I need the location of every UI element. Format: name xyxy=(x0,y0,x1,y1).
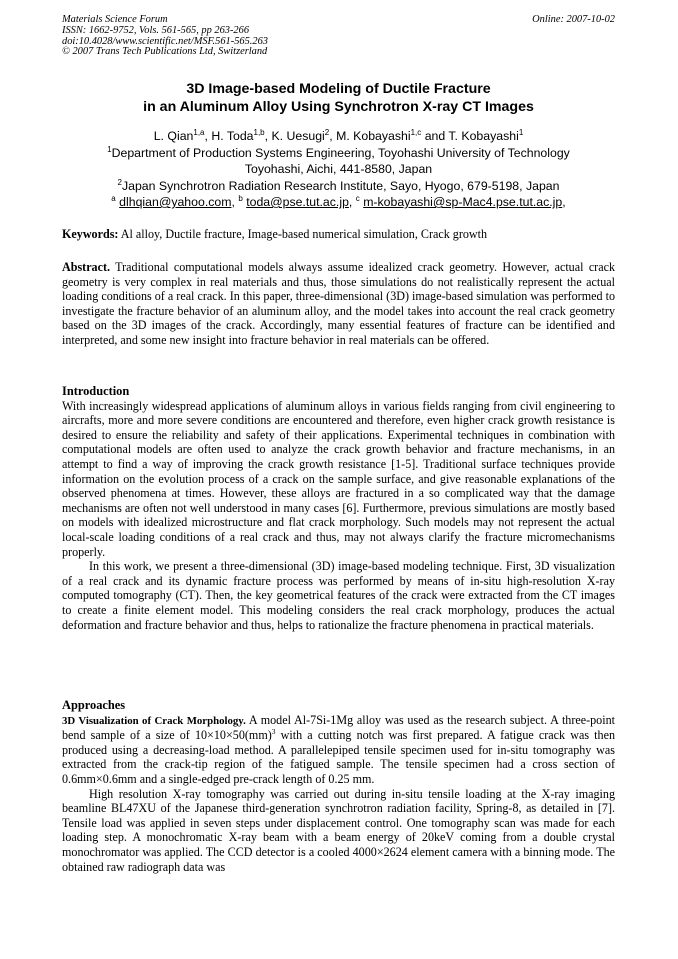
author-1: L. Qian xyxy=(153,129,194,143)
approaches-paragraph-1 xyxy=(62,713,615,787)
email-sep: , xyxy=(348,195,356,209)
issn-line: ISSN: 1662-9752, Vols. 561-565, pp 263-266 xyxy=(62,24,250,36)
approaches-subheading: 3D Visualization of Crack Morphology. xyxy=(62,714,246,727)
affiliation-2-sup: 2 xyxy=(117,177,122,187)
email-c-sup: c xyxy=(355,193,360,203)
doi-line: doi:10.4028/www.scientific.net/MSF.561-565.263 xyxy=(62,35,268,47)
author-5-sup: 1 xyxy=(518,127,524,137)
keywords-label: Keywords: xyxy=(62,227,119,241)
journal-header xyxy=(62,15,615,58)
abstract-label: Abstract. xyxy=(62,260,111,274)
email-end: , xyxy=(562,195,566,209)
author-5: and T. Kobayashi xyxy=(424,129,519,143)
affiliation-1 xyxy=(62,145,615,162)
approaches-section xyxy=(62,698,615,874)
author-list xyxy=(62,128,615,145)
approaches-heading: Approaches xyxy=(62,698,126,712)
approaches-paragraph-2: High resolution X-ray tomography was carried out during in-situ tensile loading at the X-ray imaging beamline BL47XU of the Japanese third-generation synchrotron radiation facility, Spring-8, as detailed in [7]. Tensile load was applied in seven steps under displacement control. One tomography scan was made for each loading step. A monochromatic X-ray beam with a beam energy of 20keV coming from a double crystal monochromator was applied. The CCD detector is a cooled 4000×2624 element camera with a binning mode. The obtained raw radiograph data was xyxy=(62,786,615,874)
author-2-sup: 1,b xyxy=(253,127,265,137)
keywords-section xyxy=(62,227,615,242)
email-link-a[interactable]: dlhqian@yahoo.com xyxy=(119,195,232,209)
introduction-paragraph-2: In this work, we present a three-dimensional (3D) image-based modeling technique. First, 3D visualization of a real crack and its dynamic fracture process was performed by means of in-situ high-resolution X-ray computed tomography (CT). Then, the key geometrical features of the crack were extracted from the CT images to create a finite element model. This modeling considers the real crack morphology, produces the actual deformation and fracture behavior and thus, helps to rationalize the fracture phenomena in practical materials. xyxy=(62,559,615,632)
author-sep: , xyxy=(204,129,212,143)
copyright-line: © 2007 Trans Tech Publications Ltd, Switzerland xyxy=(62,46,268,58)
abstract-section xyxy=(62,260,615,348)
author-3-sup: 2 xyxy=(324,127,330,137)
author-sep: , xyxy=(329,129,337,143)
introduction-paragraph-1: With increasingly widespread applications of aluminum alloys in various fields ranging from civil engineering to aircrafts, more and more severe conditions are encountered and therefore, even higher crack growth resistance is desired to ensure the reliability and safety of their applications. Experimental techniques in combination with computational models are often used to analyze the crack growth behavior and fracture mechanisms, in an attempt to find a way of improving the crack growth resistance [1-5]. Traditional surface techniques provide information on the evolution process of a crack on the sample surface, and give reasonable explanations of the observed phenomena at times. However, these alloys are fractured in a so complicated way that the damage mechanisms are often not well understood in many cases [6]. Furthermore, previous simulations are mostly based on models with idealized microstructure and flat crack morphology. Such models may not represent the actual local-scale loading conditions of a real crack and thus, may not always clarify the fracture micromechanisms properly. xyxy=(62,398,615,559)
email-a-sup: a xyxy=(111,193,116,203)
title-line-2: in an Aluminum Alloy Using Synchrotron X-ray CT Images xyxy=(143,99,534,115)
author-4: M. Kobayashi xyxy=(336,129,411,143)
approaches-paragraph-1-b: with a cutting notch was first prepared. A fatigue crack was then produced using a decreasing-load method. A parallelepiped tensile specimen used for in-situ tomography was extracted from the crack-tip region of the fatigued sample. The tensile specimen had a cross section of 0.6mm×0.6mm and a single-edged pre-crack length of 0.25 mm. xyxy=(62,728,616,786)
author-2: H. Toda xyxy=(211,129,254,143)
paper-title xyxy=(62,80,615,116)
email-sep: , xyxy=(231,195,239,209)
approaches-paragraph-1-a: A model Al-7Si-1Mg alloy was used as the research subject. A three-point bend sample of a size of 10×10×50(mm) xyxy=(62,712,615,743)
journal-name: Materials Science Forum xyxy=(62,14,168,25)
introduction-heading: Introduction xyxy=(62,384,130,398)
approaches-paragraph-1-sup: 3 xyxy=(271,727,276,737)
email-b-sup: b xyxy=(238,193,243,203)
author-1-sup: 1,a xyxy=(193,127,205,137)
affiliation-1-line-1: Department of Production Systems Engineering, Toyohashi University of Technology xyxy=(111,145,570,160)
affiliation-1-sup: 1 xyxy=(107,144,112,154)
title-line-1: 3D Image-based Modeling of Ductile Fracture xyxy=(186,81,491,97)
author-sep: , xyxy=(264,129,272,143)
abstract-text: Traditional computational models always assume idealized crack geometry. However, actual crack geometry is very complex in real materials and thus, those simulations do not realistically represent the actual loading conditions of a real crack. In this paper, three-dimensional (3D) image-based simulation was performed to investigate the fracture behavior of an aluminum alloy, and the model takes into account the real crack geometry based on the 3D images of the crack. Accordingly, many essential features of fracture can be identified and interpreted, and some new insight into fracture behavior in real materials can be offered. xyxy=(62,260,615,347)
author-3: K. Uesugi xyxy=(271,129,325,143)
email-link-c[interactable]: m-kobayashi@sp-Mac4.pse.tut.ac.jp xyxy=(363,195,563,209)
affiliation-1-line-2: Toyohashi, Aichi, 441-8580, Japan xyxy=(244,162,433,176)
introduction-section xyxy=(62,384,615,632)
author-block xyxy=(62,128,615,211)
keywords-text: Al alloy, Ductile fracture, Image-based numerical simulation, Crack growth xyxy=(118,227,488,241)
email-link-b[interactable]: toda@pse.tut.ac.jp xyxy=(246,195,349,209)
author-4-sup: 1,c xyxy=(410,127,422,137)
affiliation-2 xyxy=(62,178,615,195)
affiliation-2-text: Japan Synchrotron Radiation Research Institute, Sayo, Hyogo, 679-5198, Japan xyxy=(121,178,560,193)
email-line xyxy=(62,194,615,211)
online-date: Online: 2007-10-02 xyxy=(532,14,615,25)
